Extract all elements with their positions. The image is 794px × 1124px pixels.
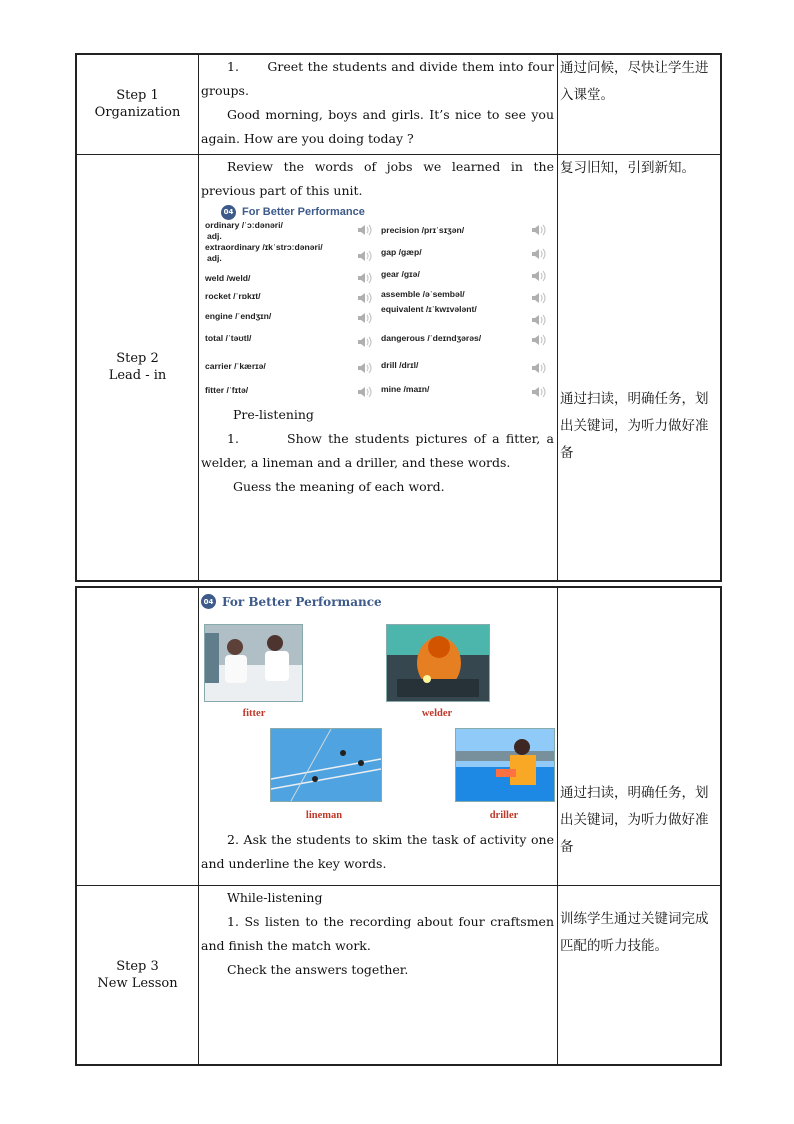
row-step-2	[76, 154, 721, 581]
vocab-word: fitter /ˈfɪtə/	[205, 384, 249, 395]
fitter-image	[205, 625, 302, 701]
vocab-word: total /ˈtəʊtl/	[205, 332, 252, 343]
slide-header	[201, 594, 382, 609]
vocab-word: assemble /əˈsembəl/	[381, 288, 465, 299]
check-answers-text: Check the answers together.	[227, 961, 409, 977]
driller-image	[456, 729, 554, 801]
activity-number: 1.	[227, 59, 239, 74]
slide-title: For Better Performance	[222, 594, 382, 609]
step-3-note: 训练学生通过关键词完成匹配的听力技能。	[558, 885, 722, 1065]
activity-number: 1.	[227, 430, 239, 446]
vocab-word: mine /maɪn/	[381, 383, 430, 394]
speaker-icon[interactable]	[357, 335, 373, 349]
speaker-icon[interactable]	[357, 361, 373, 375]
step-1-label: Step 1 Organization	[76, 54, 199, 154]
speaker-icon[interactable]	[357, 291, 373, 305]
vocab-word: carrier /ˈkærɪə/	[205, 360, 266, 371]
activity-text: Show the students pictures of a fitter, a welder, a lineman and a driller, and these words.	[201, 430, 554, 470]
vocabulary-slide	[199, 203, 557, 399]
vocab-word: gap /ɡæp/	[381, 246, 422, 257]
while-listening-heading: While-listening	[227, 889, 323, 905]
pictures-note-cell	[558, 587, 722, 885]
slide-header	[221, 205, 365, 220]
step-2-label: Step 2 Lead - in	[76, 154, 199, 581]
jobs-slide	[199, 588, 557, 828]
lesson-table-2	[75, 586, 722, 1066]
caption-fitter: fitter	[242, 708, 266, 719]
lesson-table-1	[75, 53, 722, 582]
guess-instruction: Guess the meaning of each word.	[233, 478, 445, 494]
caption-driller: driller	[489, 810, 519, 821]
welder-photo	[386, 624, 490, 702]
slide-title: For Better Performance	[242, 206, 365, 218]
note-review: 复习旧知，引到新知。	[560, 159, 695, 176]
speaker-icon[interactable]	[531, 361, 547, 375]
step-1-content	[199, 54, 558, 154]
note-skim: 通过扫读，明确任务，划出关键词，为听力做好准备	[560, 390, 709, 461]
step-1-note: 通过问候，尽快让学生进入课堂。	[558, 54, 722, 154]
speaker-icon[interactable]	[531, 247, 547, 261]
step-2-content	[199, 154, 558, 581]
vocab-word: drill /drɪl/	[381, 359, 419, 370]
empty-label-cell	[76, 587, 199, 885]
slide-badge: 04	[221, 205, 236, 220]
pictures-content	[199, 587, 558, 885]
vocab-word: engine /ˈendʒɪn/	[205, 310, 272, 321]
lineman-image	[271, 729, 381, 801]
speaker-icon[interactable]	[531, 269, 547, 283]
pre-listening-heading: Pre-listening	[233, 406, 314, 422]
lineman-photo	[270, 728, 382, 802]
speaker-icon[interactable]	[357, 249, 373, 263]
speaker-icon[interactable]	[531, 385, 547, 399]
speaker-icon[interactable]	[531, 291, 547, 305]
caption-welder: welder	[421, 708, 453, 719]
vocab-word: dangerous /ˈdeɪndʒərəs/	[381, 332, 482, 343]
vocab-word: weld /weld/	[205, 272, 251, 283]
vocab-word: precision /prɪˈsɪʒən/	[381, 224, 465, 235]
row-step-1	[76, 54, 721, 154]
fitter-photo	[204, 624, 303, 702]
step-3-label: Step 3 New Lesson	[76, 885, 199, 1065]
speaker-icon[interactable]	[357, 271, 373, 285]
activity-2-text: 2. Ask the students to skim the task of activity one and underline the key words.	[201, 832, 554, 871]
activity-1-text: 1. Ss listen to the recording about four craftsmen and finish the match work.	[201, 913, 554, 953]
speaker-icon[interactable]	[531, 313, 547, 327]
vocab-word: ordinary /ˈɔːdənəri/	[205, 219, 283, 230]
caption-lineman: lineman	[305, 810, 343, 821]
vocab-word: equivalent /ɪˈkwɪvələnt/	[381, 303, 477, 314]
vocab-word: adj.	[207, 230, 222, 241]
speaker-icon[interactable]	[357, 223, 373, 237]
review-text: Review the words of jobs we learned in the previous part of this unit.	[201, 158, 554, 198]
vocab-word: rocket /ˈrɒkɪt/	[205, 290, 261, 301]
speaker-icon[interactable]	[531, 333, 547, 347]
row-pictures	[76, 587, 721, 885]
step-3-content	[199, 885, 558, 1065]
note-skim-2: 通过扫读，明确任务，划出关键词，为听力做好准备	[560, 785, 709, 855]
speaker-icon[interactable]	[531, 223, 547, 237]
slide-badge: 04	[201, 594, 216, 609]
row-step-3	[76, 885, 721, 1065]
vocab-word: extraordinary /ɪkˈstrɔːdənəri/	[205, 241, 323, 252]
greeting-text: Good morning, boys and girls. It’s nice to see you again. How are you doing today ?	[201, 107, 554, 146]
speaker-icon[interactable]	[357, 311, 373, 325]
vocab-word: gear /ɡɪə/	[381, 268, 420, 279]
speaker-icon[interactable]	[357, 385, 373, 399]
activity-text: Greet the students and divide them into four groups.	[201, 59, 554, 98]
vocab-word: adj.	[207, 252, 222, 263]
driller-photo	[455, 728, 555, 802]
welder-image	[387, 625, 489, 701]
step-2-notes	[558, 154, 722, 581]
